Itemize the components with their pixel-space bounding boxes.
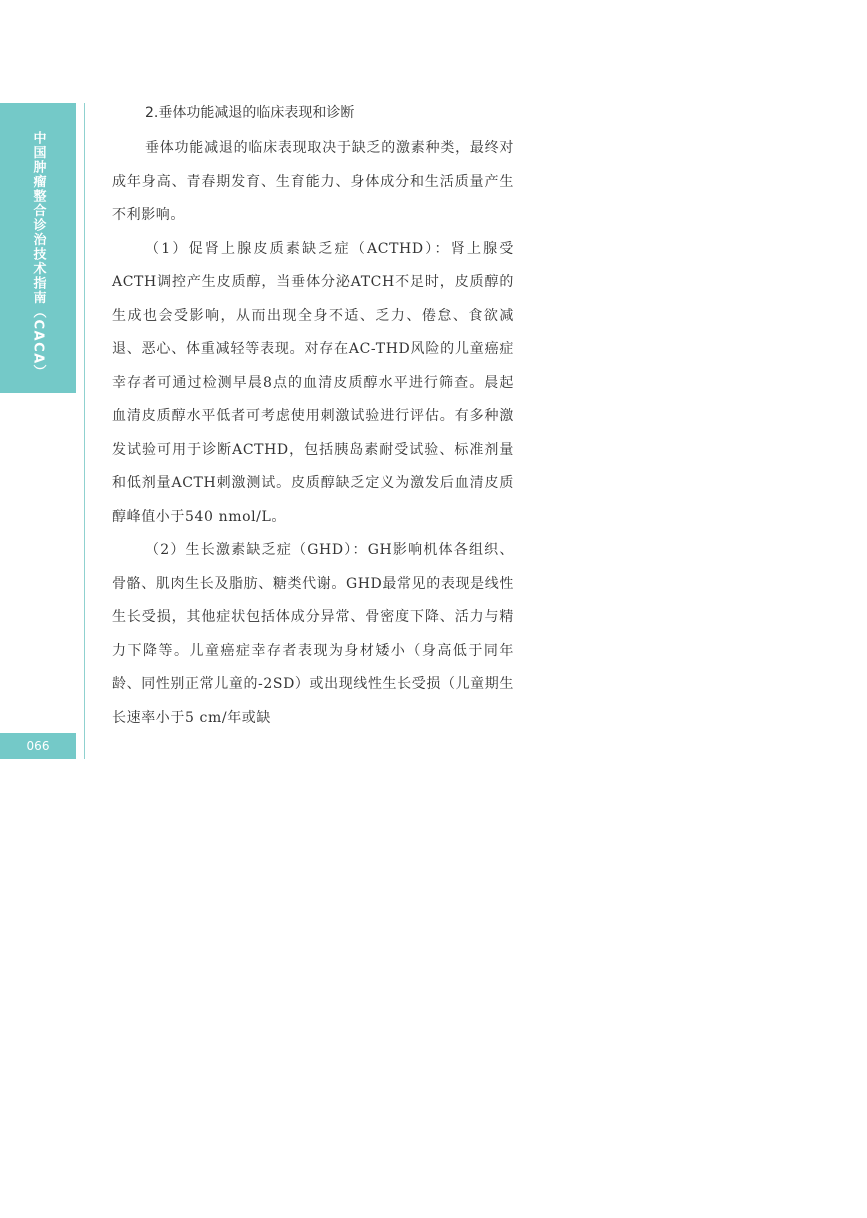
paragraph-ghd: （2）生长激素缺乏症（GHD）：GH影响机体各组织、骨骼、肌肉生长及脂肪、糖类代谢。GHD最常见的表现是线性生长受损，其他症状包括体成分异常、骨密度下降、活力与精力下降等。儿童癌症幸存者表现为身材矮小（身高低于同年龄、同性别正常儿童的-2SD）或出现线性生长受损（儿童期生长速率小于5 cm/年或缺 — [112, 542, 514, 726]
paragraph-intro: 垂体功能减退的临床表现取决于缺乏的激素种类，最终对成年身高、青春期发育、生育能力、身体成分和生活质量产生不利影响。 — [112, 140, 514, 223]
book-title: 中国肿瘤整合诊治技术指南（CACA） — [30, 131, 46, 380]
main-content — [112, 98, 514, 735]
paragraph-acthd: （1）促肾上腺皮质素缺乏症（ACTHD）：肾上腺受ACTH调控产生皮质醇，当垂体分泌ATCH不足时，皮质醇的生成也会受影响，从而出现全身不适、乏力、倦怠、食欲减退、恶心、体重减轻等表现。对存在AC-THD风险的儿童癌症幸存者可通过检测早晨8点的血清皮质醇水平进行筛查。晨起血清皮质醇水平低者可考虑使用刺激试验进行评估。有多种激发试验可用于诊断ACTHD，包括胰岛素耐受试验、标准剂量和低剂量ACTH刺激测试。皮质醇缺乏定义为激发后血清皮质醇峰值小于540 nmol/L。 — [112, 240, 514, 525]
page-number: 066 — [0, 733, 76, 759]
sidebar-book-title-tab — [0, 103, 76, 393]
margin-divider — [84, 103, 85, 759]
section-heading: 2.垂体功能减退的临床表现和诊断 — [145, 105, 355, 121]
